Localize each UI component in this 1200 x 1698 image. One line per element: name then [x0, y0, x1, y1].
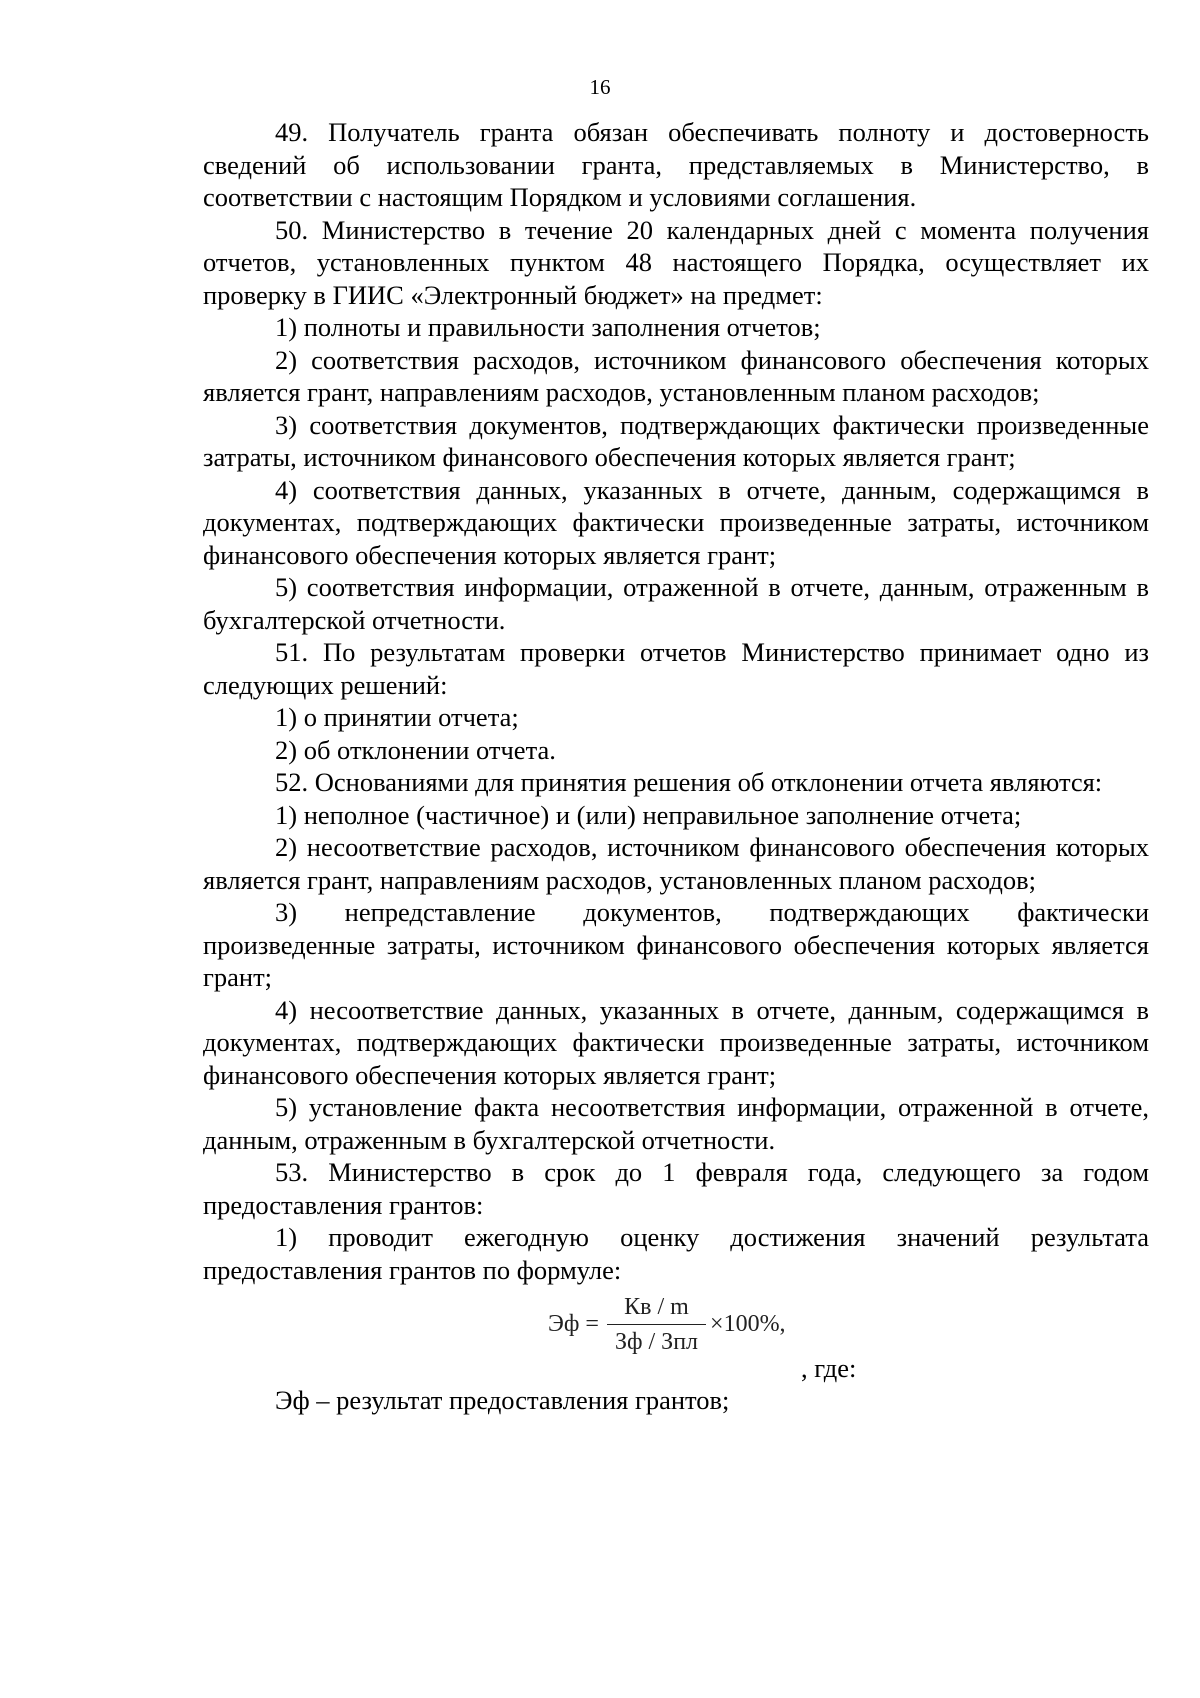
list-item-52-5: 5) установление факта несоответствия информации, отраженной в отчете, данным, отраженным в бухгалтерской отчетности. [203, 1092, 1149, 1155]
list-item-50-1: 1) полноты и правильности заполнения отчетов; [275, 312, 821, 342]
paragraph-52: 52. Основаниями для принятия решения об отклонении отчета являются: [275, 767, 1103, 797]
list-item-52-2: 2) несоответствие расходов, источником финансового обеспечения которых является грант, направлениям расходов, установленных планом расходов; [203, 832, 1149, 895]
list-item-53-1: 1) проводит ежегодную оценку достижения значений результата предоставления грантов по формуле: [203, 1222, 1149, 1285]
formula-block [203, 1286, 1149, 1384]
list-item-52-1: 1) неполное (частичное) и (или) неправильное заполнение отчета; [275, 799, 1022, 830]
page-number: 16 [589, 75, 611, 99]
list-item-50-5: 5) соответствия информации, отраженной в отчете, данным, отраженным в бухгалтерской отчетности. [203, 572, 1149, 635]
list-item-50-3: 3) соответствия документов, подтверждающих фактически произведенные затраты, источником финансового обеспечения которых является грант; [203, 409, 1149, 472]
formula-denominator: Зф / Зпл [614, 1329, 699, 1355]
paragraph-53: 53. Министерство в срок до 1 февраля года, следующего за годом предоставления грантов: [203, 1157, 1149, 1220]
paragraph-50: 50. Министерство в течение 20 календарных дней с момента получения отчетов, установленных пунктом 48 настоящего Порядка, осуществляет их проверку в ГИИС «Электронный бюджет» на предмет: [203, 214, 1149, 310]
list-item-51-2: 2) об отклонении отчета. [275, 734, 556, 765]
list-item-52-4: 4) несоответствие данных, указанных в отчете, данным, содержащимся в документах, подтверждающих фактически произведенные затраты, источником финансового обеспечения которых является грант; [203, 994, 1149, 1090]
list-item-50-2: 2) соответствия расходов, источником финансового обеспечения которых является грант, направлениям расходов, установленным планом расходов; [203, 344, 1149, 407]
formula-fraction [607, 1292, 706, 1357]
formula-where: , где: [801, 1353, 857, 1383]
list-item-50-4: 4) соответствия данных, указанных в отчете, данным, содержащимся в документах, подтверждающих фактически произведенные затраты, источником финансового обеспечения которых является грант; [203, 474, 1149, 570]
result-formula [548, 1292, 786, 1357]
formula-numerator: Кв / m [624, 1294, 689, 1320]
definition-ef: Эф – результат предоставления грантов; [275, 1385, 730, 1415]
paragraph-51: 51. По результатам проверки отчетов Министерство принимает одно из следующих решений: [203, 637, 1149, 700]
document-body [203, 116, 1149, 1417]
paragraph-49: 49. Получатель гранта обязан обеспечивать полноту и достоверность сведений об использовании гранта, представляемых в Министерство, в соответствии с настоящим Порядком и условиями соглашения. [203, 117, 1149, 212]
list-item-52-3: 3) непредставление документов, подтверждающих фактически произведенные затраты, источником финансового обеспечения которых является грант; [203, 897, 1149, 992]
list-item-51-1: 1) о принятии отчета; [275, 702, 519, 732]
formula-rhs: ×100%, [710, 1311, 786, 1338]
formula-lhs: Эф = [548, 1311, 599, 1338]
